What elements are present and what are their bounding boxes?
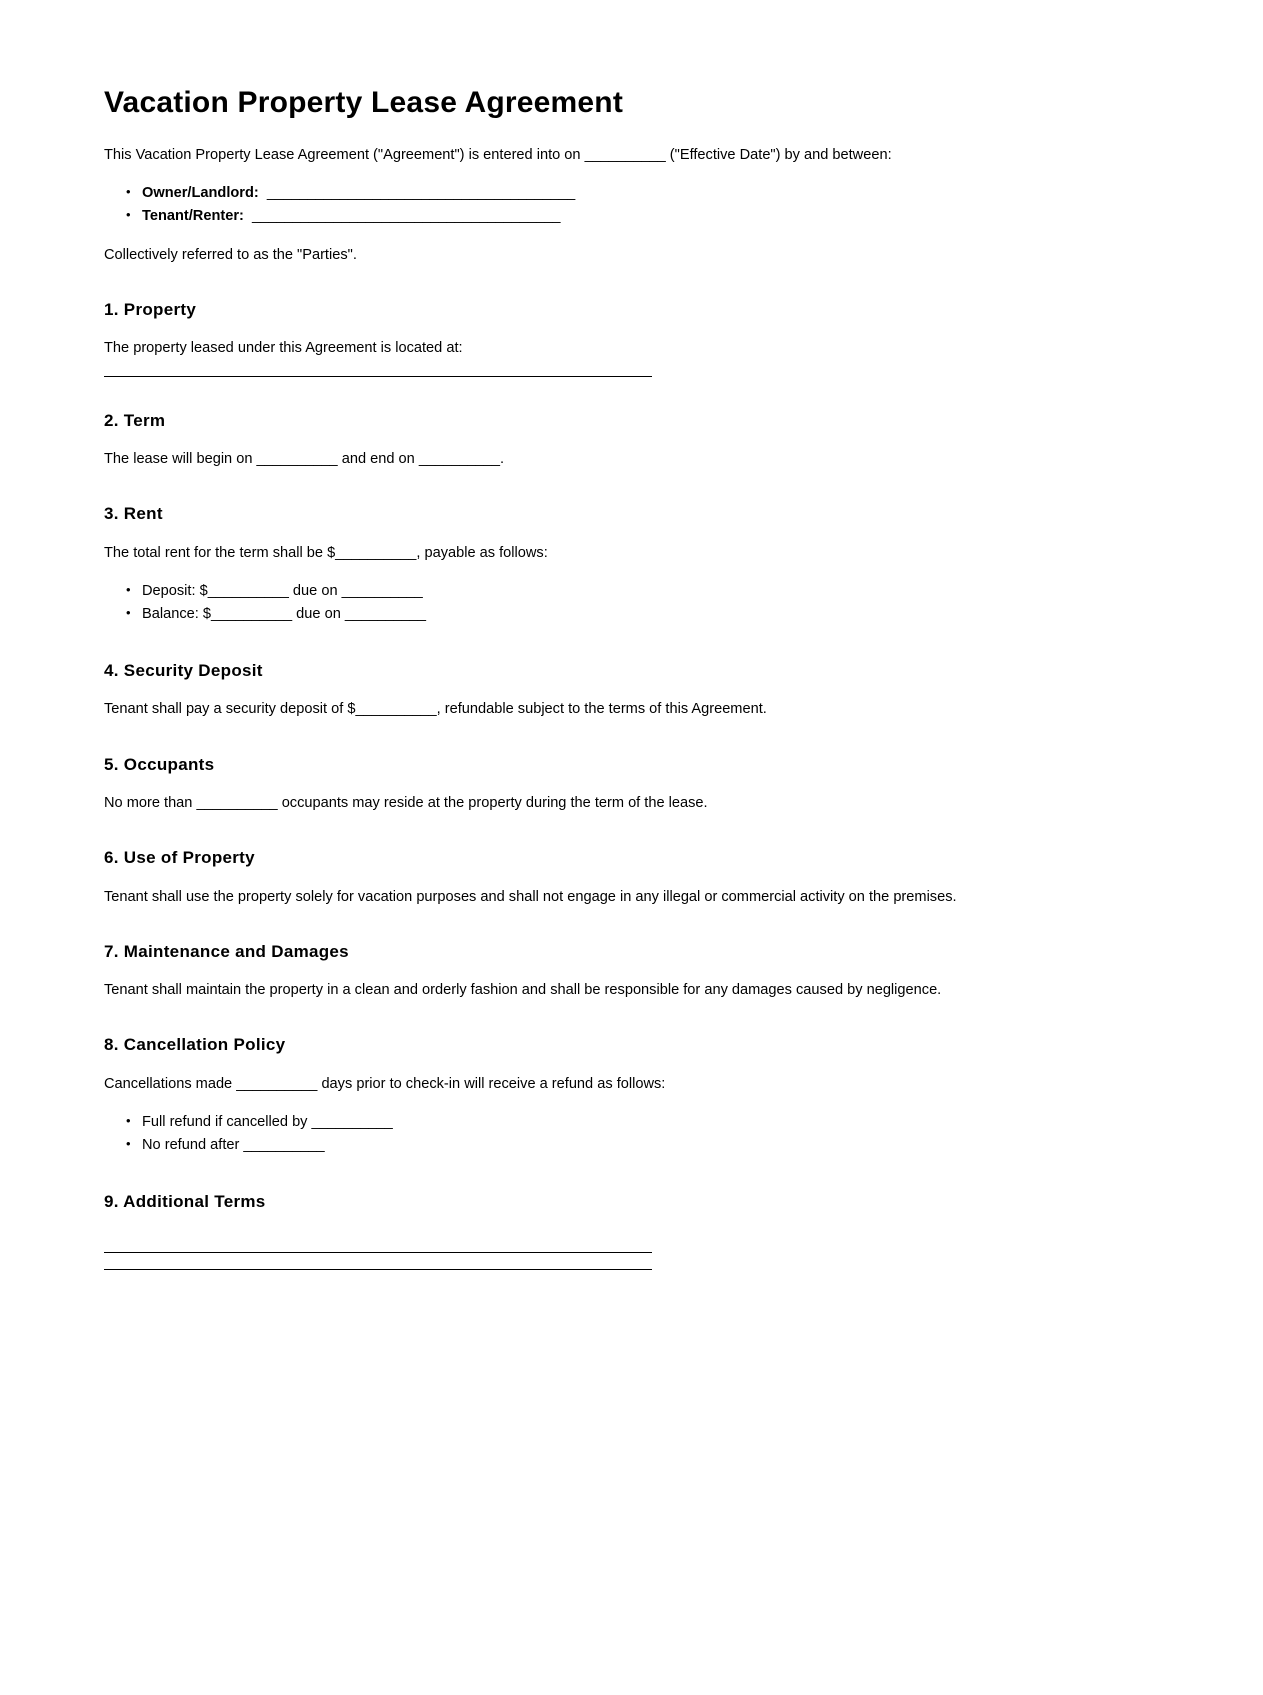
owner-landlord-blank[interactable]: ______________________________________ <box>258 184 576 201</box>
section-heading-maintenance-and-damages: 7. Maintenance and Damages <box>104 941 349 961</box>
page-bottom-whitespace <box>104 1270 1159 1390</box>
section-body-term: The lease will begin on __________ and end on __________. <box>104 451 505 468</box>
list-item-tenant-renter <box>142 205 1159 229</box>
list-item-no-refund[interactable]: • No refund after __________ <box>142 1134 1159 1158</box>
tenant-renter-blank[interactable]: ______________________________________ <box>243 208 561 225</box>
list-item-owner-landlord <box>142 182 1159 206</box>
section-body-occupants: No more than __________ occupants may reside at the property during the term of the lease. <box>104 794 708 811</box>
section-body-maintenance-and-damages: Tenant shall maintain the property in a clean and orderly fashion and shall be responsible for any damages caused by negligence. <box>104 982 942 999</box>
parties-list <box>104 182 1159 229</box>
fill-in-rule-property-address[interactable] <box>104 376 652 377</box>
page-title: Vacation Property Lease Agreement <box>104 86 624 119</box>
section-heading-use-of-property: 6. Use of Property <box>104 848 255 868</box>
section-body-rent: The total rent for the term shall be $__________, payable as follows: <box>104 544 548 561</box>
cancellation-refund-list <box>104 1111 1159 1158</box>
section-heading-security-deposit: 4. Security Deposit <box>104 661 263 681</box>
section-heading-additional-terms: 9. Additional Terms <box>104 1192 266 1212</box>
collective-paragraph: Collectively referred to as the "Parties". <box>104 246 357 263</box>
rent-payment-list <box>104 580 1159 627</box>
additional-terms-spacer <box>104 1230 1159 1240</box>
owner-landlord-label: Owner/Landlord: <box>142 184 259 201</box>
section-heading-property: 1. Property <box>104 300 197 320</box>
list-item-full-refund[interactable]: • Full refund if cancelled by __________ <box>142 1111 1159 1135</box>
list-item-deposit[interactable]: • Deposit: $__________ due on __________ <box>142 580 1159 604</box>
fill-in-rule-additional-terms-1[interactable] <box>104 1252 652 1253</box>
section-heading-term: 2. Term <box>104 410 166 430</box>
section-heading-cancellation-policy: 8. Cancellation Policy <box>104 1035 286 1055</box>
section-heading-occupants: 5. Occupants <box>104 754 215 774</box>
section-body-cancellation-policy: Cancellations made __________ days prior to check-in will receive a refund as follows: <box>104 1075 666 1092</box>
section-heading-rent: 3. Rent <box>104 504 163 524</box>
intro-paragraph: This Vacation Property Lease Agreement ("Agreement") is entered into on __________ ("Effective Date") by and between: <box>104 146 892 163</box>
section-body-security-deposit: Tenant shall pay a security deposit of $__________, refundable subject to the terms of this Agreement. <box>104 701 767 718</box>
list-item-balance[interactable]: • Balance: $__________ due on __________ <box>142 603 1159 627</box>
section-body-use-of-property: Tenant shall use the property solely for vacation purposes and shall not engage in any illegal or commercial activity on the premises. <box>104 888 957 905</box>
tenant-renter-label: Tenant/Renter: <box>142 208 244 225</box>
section-body-property: The property leased under this Agreement is located at: <box>104 340 463 357</box>
